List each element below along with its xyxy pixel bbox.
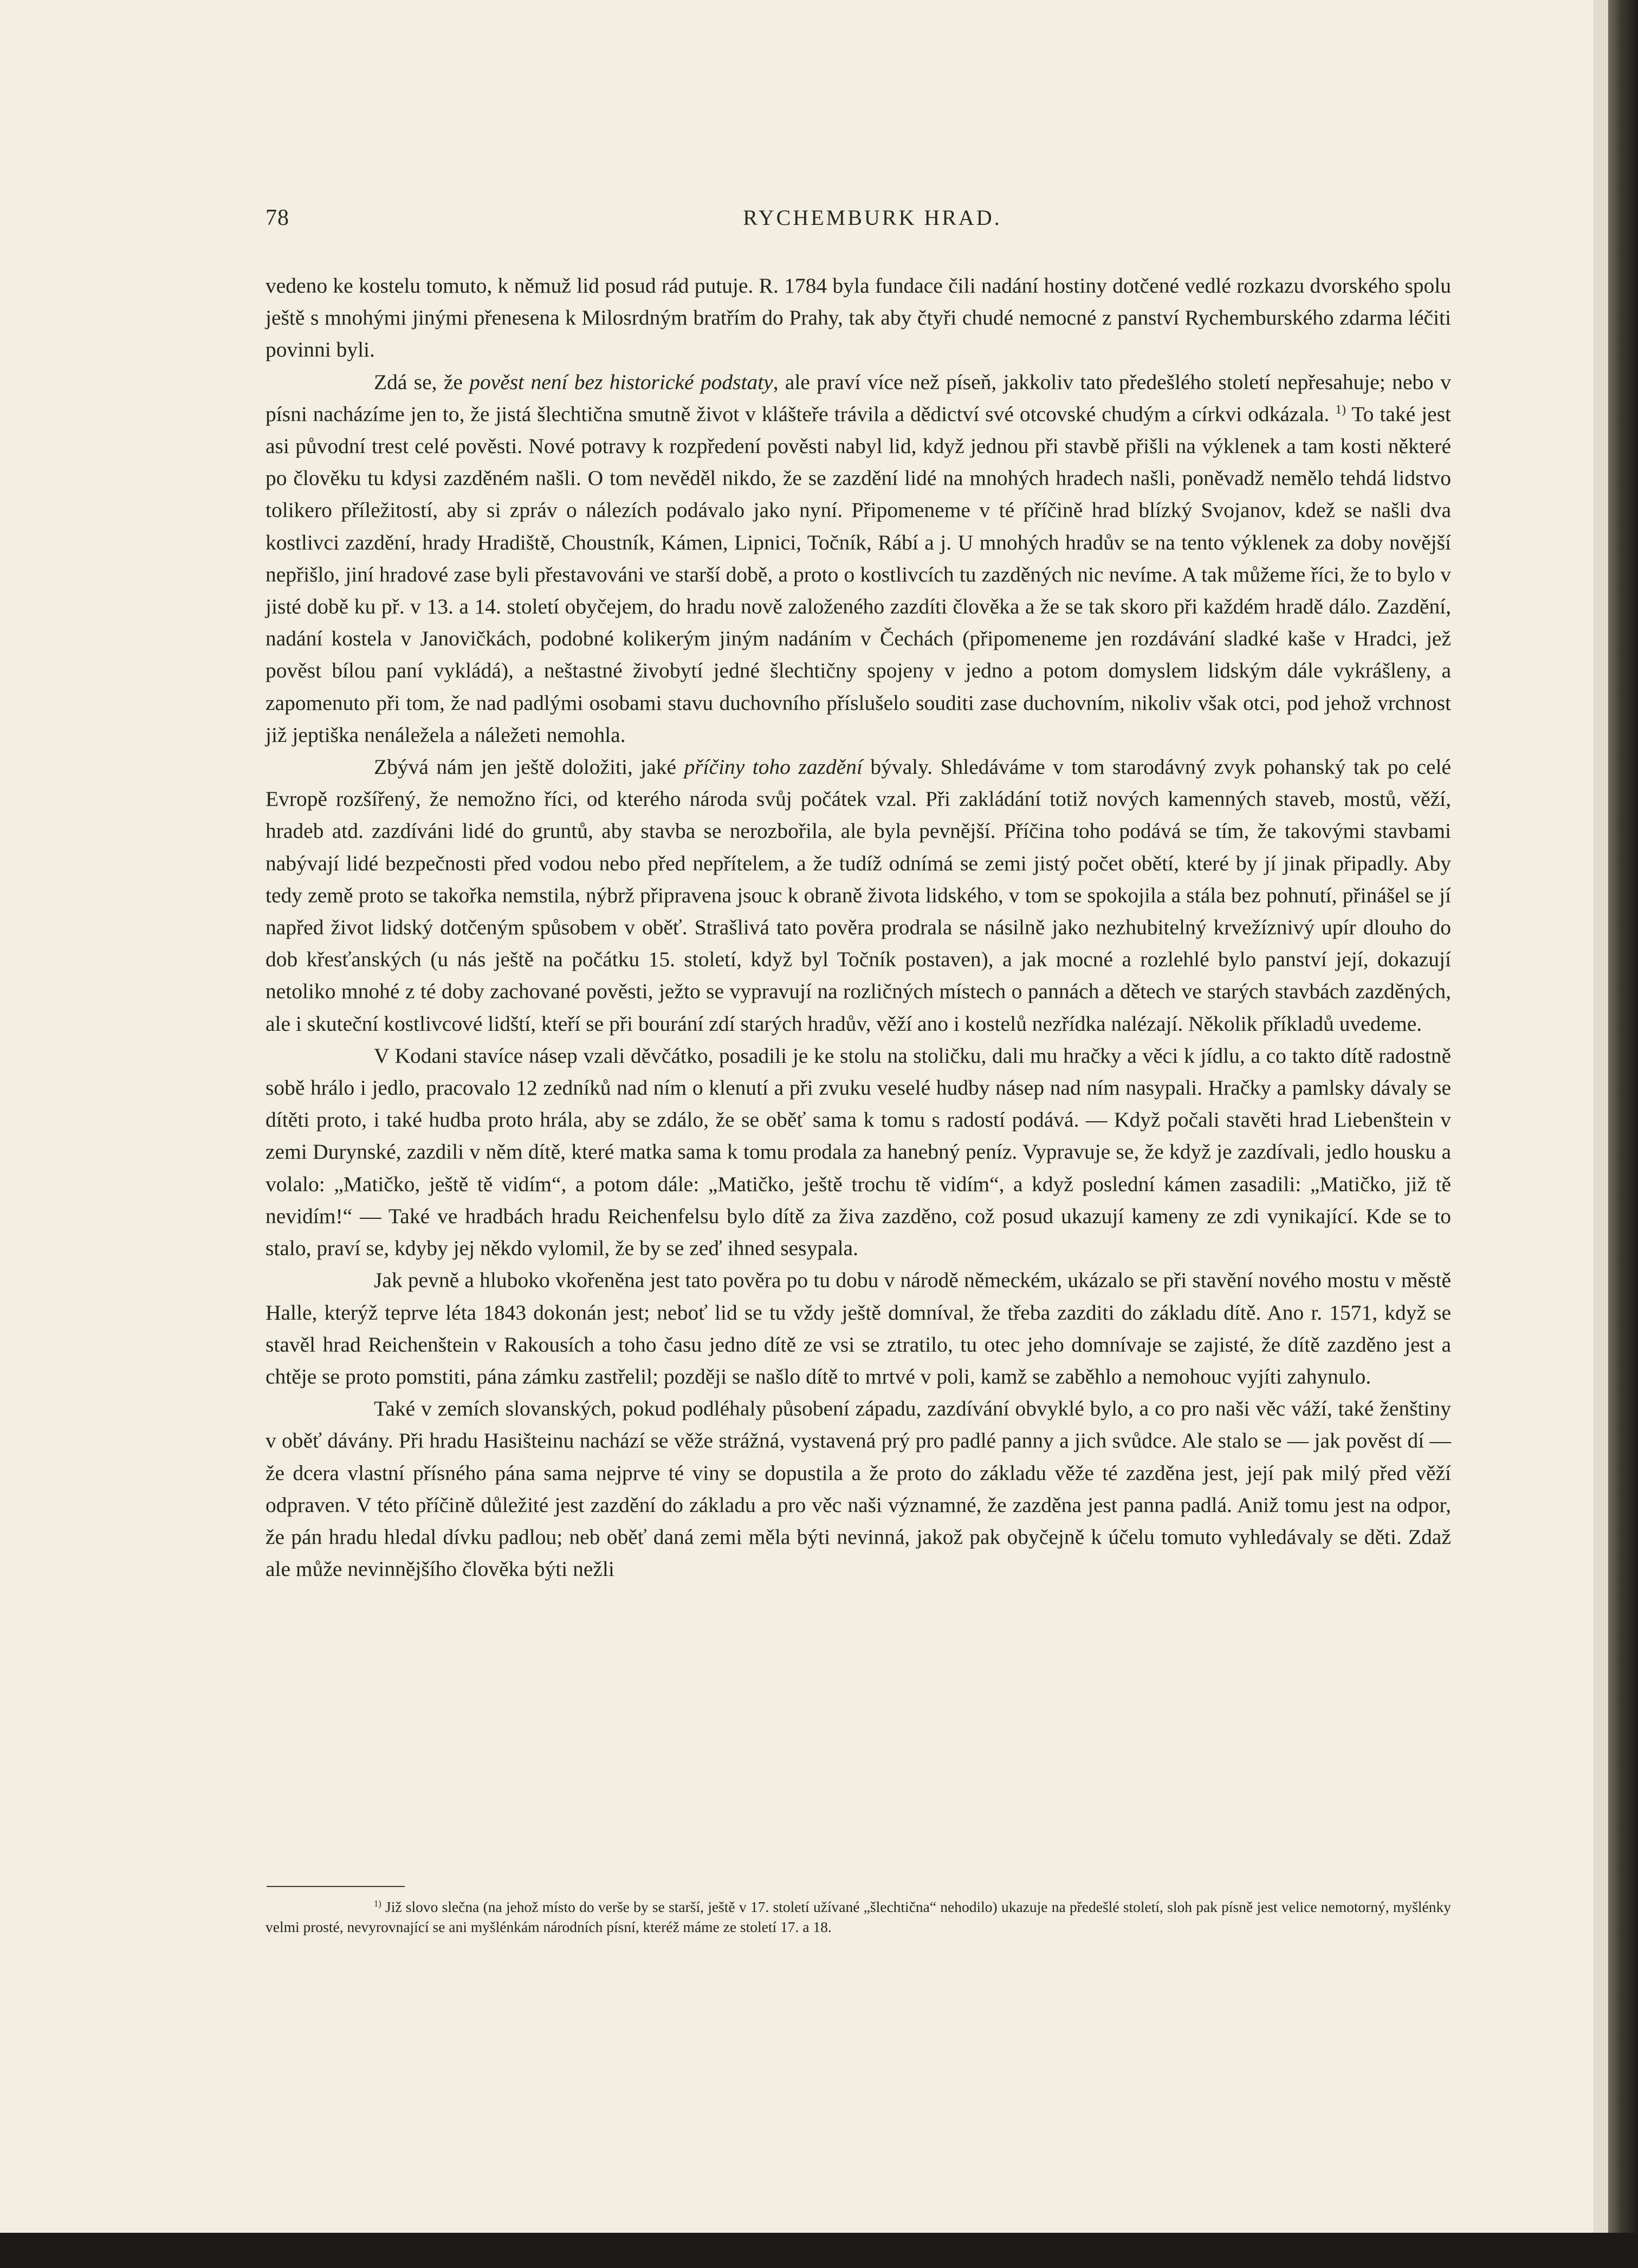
footnote [266, 1897, 1451, 1937]
italic-phrase: pověst není bez historické podstaty [469, 370, 773, 394]
italic-phrase: příčiny toho zazdění [684, 755, 863, 779]
paragraph-2-part-1: Zdá se, že [374, 370, 470, 394]
paragraph-1: vedeno ke kostelu tomuto, k němuž lid posud rád putuje. R. 1784 byla fundace čili nadání hostiny dotčené vedlé rozkazu dvorského spolu ještě s mnohými jinými přenesena k Milosrdným bratřím do Prahy, tak aby čtyři chudé nemocné z panství Rychemburského zdarma léčiti povinni byli. [266, 274, 1451, 362]
paragraph-3 [266, 751, 1451, 1040]
running-header [266, 205, 1479, 243]
footnote-reference: 1) [1335, 402, 1346, 417]
scan-bottom-margin [0, 2233, 1638, 2268]
book-page-edge [1608, 0, 1638, 2268]
main-text [266, 270, 1451, 1585]
page-edge-texture [1593, 0, 1608, 2233]
paragraph-3-part-2: bývaly. Shledáváme v tom starodávný zvyk pohanský tak po celé Evropě rozšířený, že nemožno říci, od kterého národa svůj počátek vzal. Při zakládání totiž nových kamenných staveb, mostů, věží, hradeb atd. zazdíváni lidé do gruntů, aby stavba se nerozbořila, ale byla pevnější. Příčina toho podává se tím, že takovými stavbami nabývají lidé bezpečnosti před vodou nebo před nepřítelem, a že tudíž odnímá se zemi jistý počet obětí, které by jí jinak připadly. Aby tedy země proto se takořka nemstila, nýbrž připravena jsouc k obraně života lidského, v tom se spokojila a stála bez pohnutí, přinášel se jí napřed život lidský dotčeným spůsobem v oběť. Strašlivá tato pověra prodrala se násilně jako nezhubitelný krvežíznivý upír dlouho do dob křesťanských (u nás ještě na počátku 15. století, když byl Točník postaven), a jak mocné a rozlehlé bylo panství její, dokazují netoliko mnohé z té doby zachované pověsti, ježto se vypravují na rozličných místech o pannách a dětech ve starých stavbách zazděných, ale i skuteční kostlivcové lidští, kteří se při bourání zdí starých hradův, věží ano i kostelů nezřídka nalézají. Několik příkladů uvedeme. [266, 755, 1451, 1036]
footnote-marker: 1) [374, 1898, 381, 1909]
page-number: 78 [266, 205, 289, 230]
paragraph-2-part-3: To také jest asi původní trest celé pověsti. Nové potravy k rozpředení pověsti nabyl lid, když jednou při stavbě přišli na výklenek a tam kosti některé po člověku tu kdysi zazděném našli. O tom nevěděl nikdo, že se zazdění lidé na mnohých hradech našli, poněvadž nemělo tehdá lidstvo tolikero příležitostí, aby si zpráv o nálezích podávalo jako nyní. Připomeneme v té příčině hrad blízký Svojanov, kdež se našli dva kostlivci zazdění, hrady Hradiště, Choustník, Kámen, Lipnici, Točník, Rábí a j. U mnohých hradův se na tento výklenek za doby novější nepřišlo, jiní hradové zase byli přestavováni ve starší době, a proto o kostlivcích tu zazděných nic nevíme. A tak můžeme říci, že to bylo v jisté době ku př. v 13. a 14. století obyčejem, do hradu nově založeného zazdíti člověka a že se tak skoro při každém hradě dálo. Zazdění, nadání kostela v Janovičkách, podobné kolikerým jiným nadáním v Čechách (připomeneme jen rozdávání sladké kaše v Hradci, jež pověst bílou paní vykládá), a neštastné živobytí jedné šlechtičny spojeny v jedno a potom domyslem lidským dále vykrášleny, a zapomenuto při tom, že nad padlými osobami stavu duchovního příslušelo souditi zase duchovním, nikoliv však otci, pod jehož vrchnost již jeptiška nenáležela a náležeti nemohla. [266, 402, 1451, 747]
footnote-divider [267, 1886, 405, 1887]
paragraph-5: Jak pevně a hluboko vkořeněna jest tato pověra po tu dobu v národě německém, ukázalo se při stavění nového mostu v městě Halle, kterýž teprve léta 1843 dokonán jest; neboť lid se tu vždy ještě domníval, že třeba zazditi do základu dítě. Ano r. 1571, když se stavěl hrad Reichenštein v Rakousích a toho času jedno dítě ze vsi se ztratilo, tu otec jeho domnívaje se zajisté, že dítě zazděno jest a chtěje se proto pomstiti, pána zámku zastřelil; později se našlo dítě to mrtvé v poli, kamž se zaběhlo a nemohouc vyjíti zahynulo. [266, 1268, 1451, 1388]
paragraph-2-part-2: , ale praví více než píseň, jakkoliv tato předešlého století nepřesahuje; nebo v písni nacházíme jen to, že jistá šlechtična smutně život v klášteře trávila a dědictví své otcovské chudým a církvi odkázala. [266, 370, 1451, 426]
paragraph-6: Také v zemích slovanských, pokud podléhaly působení západu, zazdívání obvyklé bylo, a co pro naši věc váží, také ženštiny v oběť dávány. Při hradu Hasišteinu nachází se věže strážná, vystavená prý pro padlé panny a jich svůdce. Ale stalo se — jak pověst dí — že dcera vlastní přísného pána sama nejprve té viny se dopustila a že proto do základu věže té zazděna jest, její pak milý před věží odpraven. V této příčině důležité jest zazdění do základu a pro věc naši významné, že zazděna jest panna padlá. Aniž tomu jest na odpor, že pán hradu hledal dívku padlou; neb oběť daná zemi měla býti nevinná, jakož pak obyčejně k účelu tomuto vyhledávaly se děti. Zdaž ale může nevinnějšího člověka býti nežli [266, 1397, 1451, 1581]
paragraph-4: V Kodani stavíce násep vzali děvčátko, posadili je ke stolu na stoličku, dali mu hračky a věci k jídlu, a co takto dítě radostně sobě hrálo i jedlo, pracovalo 12 zedníků nad ním o klenutí a při zvuku veselé hudby násep nad ním nasypali. Hračky a pamlsky dávaly se dítěti proto, i také hudba proto hrála, aby se zdálo, že se oběť sama k tomu s radostí podává. — Když počali stavěti hrad Liebenštein v zemi Durynské, zazdili v něm dítě, které matka sama k tomu prodala za hanebný peníz. Vypravuje se, že když je zazdívali, jedlo housku a volalo: „Matičko, ještě tě vidím“, a potom dále: „Matičko, ještě trochu tě vidím“, a když poslední kámen zasadili: „Matičko, již tě nevidím!“ — Také ve hradbách hradu Reichenfelsu bylo dítě za živa zazděno, což posud ukazují kameny ze zdi vynikající. Kde se to stalo, praví se, kdyby jej někdo vylomil, že by se zeď ihned sesypala. [266, 1043, 1451, 1261]
paragraph-2 [266, 366, 1451, 751]
paragraph-3-part-1: Zbývá nám jen ještě doložiti, jaké [374, 755, 684, 779]
footnote-text: Již slovo slečna (na jehož místo do verše by se starší, ještě v 17. století užívané „šlechtična“ nehodilo) ukazuje na předešlé století, sloh pak písně jest velice nemotorný, myšlénky velmi prosté, nevyrovnající se ani myšlénkám národních písní, kteréž máme ze století 17. a 18. [266, 1898, 1451, 1935]
running-title: RYCHEMBURK HRAD. [743, 205, 1002, 230]
